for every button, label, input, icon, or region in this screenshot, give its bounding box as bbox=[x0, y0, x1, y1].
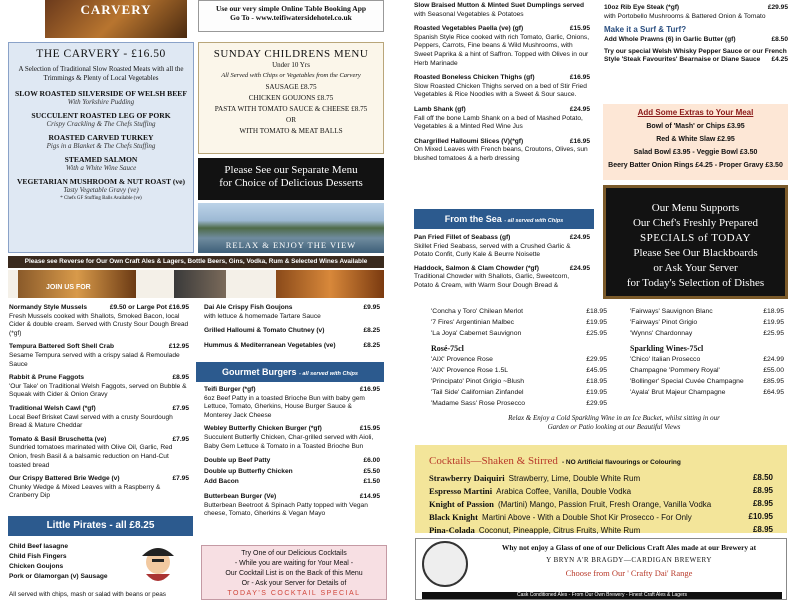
specials-line1: Our Menu Supports bbox=[651, 202, 740, 214]
menu-item-row bbox=[9, 405, 189, 414]
wine-price: £29.95 bbox=[586, 400, 607, 407]
carvery-item-desc: With a White Wine Sauce bbox=[65, 164, 137, 172]
cocktail-desc: (Martini) Mango, Passion Fruit, Fresh Orange, Vanilla Vodka bbox=[497, 500, 712, 509]
reverse-strip: Please see Reverse for Our Own Craft Ales & Lagers, Bottle Beers, Gins, Vodka, Rum & Selected Wines Available bbox=[8, 256, 384, 268]
menu-item-desc: Fall off the bone Lamb Shank on a bed of Mashed Potato, Vegetables & a Minted Red Wine Jus bbox=[414, 114, 583, 131]
wine-price: £18.95 bbox=[763, 308, 784, 315]
specials-line5: or Ask Your Server bbox=[653, 262, 738, 274]
cocktail-price: £8.95 bbox=[752, 499, 773, 508]
white-wine-list bbox=[630, 306, 784, 339]
menu-item-price: £7.95 bbox=[172, 404, 189, 412]
cocktail-row bbox=[429, 511, 773, 524]
desserts-box bbox=[198, 158, 384, 200]
wine-row bbox=[630, 306, 784, 317]
carvery-item-name: SUCCULENT ROASTED LEG OF PORK bbox=[31, 111, 171, 120]
menu-item-row bbox=[204, 386, 380, 395]
menu-item-price: £12.95 bbox=[168, 343, 189, 351]
wine-name: 'Fairways' Sauvignon Blanc bbox=[630, 308, 713, 315]
red-wine-list bbox=[431, 306, 607, 339]
wine-price: £19.95 bbox=[586, 389, 607, 396]
cocktails-panel bbox=[415, 445, 787, 533]
sea-title: From the Sea bbox=[444, 214, 502, 224]
menu-item-price: £8.25 bbox=[363, 341, 380, 349]
childrens-item: WITH TOMATO & MEAT BALLS bbox=[239, 127, 343, 135]
wine-name: 'Tail Side' Californian Zinfandel bbox=[431, 389, 524, 396]
childrens-item: CHICKEN GOUJONS £8.75 bbox=[248, 94, 334, 102]
carvery-items bbox=[15, 89, 187, 194]
menu-item-name: Lamb Shank (gf) bbox=[414, 105, 466, 113]
wine-price: £64.95 bbox=[763, 389, 784, 396]
menu-item-desc: Spanish Style Rice cooked with rich Tomato, Garlic, Onions, Peppers, Carrots, Fine beans & Wild Mushrooms, with Sweet Paprika & a hint of Saffron. Topped with Olives in our Herb Marinade bbox=[414, 33, 590, 67]
wine-row bbox=[630, 354, 784, 365]
light-bites-list bbox=[204, 302, 380, 358]
specials-line2: Our Chef's Freshly Prepared bbox=[632, 217, 759, 229]
childrens-intro: All Served with Chips or Vegetables from the Carvery bbox=[221, 72, 361, 79]
prawns-price: £8.50 bbox=[771, 36, 788, 44]
childrens-items bbox=[205, 83, 377, 135]
menu-item-price: £7.95 bbox=[172, 475, 189, 483]
wine-price: £25.95 bbox=[763, 330, 784, 337]
carvery-photo bbox=[45, 0, 187, 38]
wine-name: 'AIX' Provence Rose bbox=[431, 356, 493, 363]
burger-add-price: £1.50 bbox=[363, 478, 380, 486]
extras-title: Add Some Extras to Your Meal bbox=[637, 108, 754, 117]
menu-item-price: £16.95 bbox=[569, 74, 590, 82]
wine-row bbox=[431, 376, 607, 387]
menu-item-desc: with lettuce & homemade Tartare Sauce bbox=[204, 312, 321, 320]
wine-row bbox=[630, 365, 784, 376]
menu-item-row bbox=[9, 304, 189, 313]
cocktail-special: TODAY'S COCKTAIL SPECIAL bbox=[227, 590, 361, 597]
steak-name: 10oz Rib Eye Steak (*gf) bbox=[604, 4, 680, 11]
wine-row bbox=[431, 328, 607, 339]
cocktail-promo-lines bbox=[202, 549, 386, 589]
menu-item-desc: Sesame Tempura served with a crispy salad & Remoulade Sauce bbox=[9, 351, 180, 368]
burgers-sub: - all served with Chips bbox=[298, 371, 359, 377]
food-photo-1 bbox=[18, 270, 136, 298]
menu-item-name: Chargrilled Halloumi Slices (V)(*gf) bbox=[414, 137, 524, 145]
sparkling-list bbox=[630, 354, 784, 398]
menu-item-desc: Slow Roasted Chicken Thighs served on a bed of Stir Fried Vegetables & Rice Noodles with a Sweet & Sour sauce. bbox=[414, 82, 587, 99]
photo-caption: JOIN US FOR bbox=[46, 284, 91, 291]
wine-row bbox=[431, 387, 607, 398]
menu-item-desc: 6oz Beef Patty in a toasted Brioche Bun with baby gem Lettuce, Tomato, Gherkins, House Burger Sauce & Monterey Jack Cheese bbox=[204, 394, 365, 419]
menu-item-row bbox=[414, 265, 590, 274]
burger-add-row bbox=[204, 457, 380, 466]
booking-line1: Use our very simple Online Table Booking App bbox=[215, 4, 367, 13]
specials-line3: SPECIALS of TODAY bbox=[640, 232, 751, 244]
cocktail-name: Espresso Martini bbox=[429, 486, 493, 496]
cocktail-name: Black Knight bbox=[429, 512, 478, 522]
cocktail-promo-line: Our Cocktail List is on the Back of this Menu bbox=[225, 570, 363, 577]
burgers-title: Gourmet Burgers bbox=[221, 367, 297, 377]
extras-line: Salad Bowl £3.95 - Veggie Bowl £3.50 bbox=[633, 149, 758, 156]
sea-list bbox=[414, 232, 590, 300]
lake-view-image bbox=[198, 203, 384, 253]
wine-name: 'Chico' Italian Prosecco bbox=[630, 356, 701, 363]
cocktail-row bbox=[429, 485, 773, 498]
extras-line: Bowl of 'Mash' or Chips £3.95 bbox=[646, 123, 745, 130]
wine-row bbox=[630, 317, 784, 328]
menu-item-price: £24.95 bbox=[569, 264, 590, 272]
carvery-item-desc: With Yorkshire Pudding bbox=[67, 98, 135, 106]
childrens-sub: Under 10 Yrs bbox=[272, 61, 310, 69]
surf-turf: Make it a Surf & Turf? bbox=[604, 25, 687, 35]
cocktail-row bbox=[429, 472, 773, 485]
menu-item-desc: Local Beef Brisket Cawl served with a crusty Sourdough Bread & Mature Cheddar bbox=[9, 413, 173, 430]
cocktails-note: - NO Artificial flavourings or Colouring bbox=[561, 459, 681, 466]
carvery-title: THE CARVERY - £16.50 bbox=[36, 48, 166, 60]
specials-line6: for Today's Selection of Dishes bbox=[626, 277, 765, 289]
sauce-price: £4.25 bbox=[771, 56, 788, 64]
cocktail-row bbox=[429, 498, 773, 511]
steak-desc: with Portobello Mushrooms & Battered Onion & Tomato bbox=[604, 12, 766, 20]
sauce-text: Try our special Welsh Whisky Pepper Sauce or our French Style 'Steak Favourites' Bearnaise or Diane Sauce bbox=[604, 47, 787, 64]
specials-panel bbox=[603, 185, 788, 299]
cocktails-title: Cocktails—Shaken & Stirred bbox=[429, 455, 558, 467]
wine-row bbox=[630, 328, 784, 339]
menu-item-name: Normandy Style Mussels bbox=[9, 304, 88, 311]
burger-add-name: Add Bacon bbox=[204, 478, 239, 486]
craft-bottom-bar: Cask Conditioned Ales - From Our Own Brewery - Finest Craft Ales & Lagers bbox=[422, 592, 782, 599]
wine-name: 'Bollinger' Special Cuvée Champagne bbox=[630, 378, 744, 385]
menu-item-row bbox=[9, 436, 189, 445]
food-photo-3 bbox=[276, 270, 384, 298]
vegan-burger-name: Butterbean Burger (Ve) bbox=[204, 492, 277, 500]
carvery-item-name: VEGETARIAN MUSHROOM & NUT ROAST (ve) bbox=[16, 177, 186, 186]
relax-line: Relax & Enjoy a Cold Sparkling Wine in an Ice Bucket, whilst sitting in our Garden or Patio looking at our Beautiful Views bbox=[508, 414, 720, 431]
wine-price: £19.95 bbox=[763, 319, 784, 326]
menu-item-name: Pan Fried Fillet of Seabass (gf) bbox=[414, 234, 511, 241]
menu-item-price: £16.95 bbox=[569, 137, 590, 145]
childrens-item: OR bbox=[286, 116, 296, 124]
brewery-logo bbox=[422, 541, 468, 587]
menu-item-row bbox=[204, 342, 380, 351]
childrens-item: PASTA WITH TOMATO SAUCE & CHEESE £8.75 bbox=[214, 105, 368, 113]
cocktail-name: Knight of Passion bbox=[429, 499, 494, 509]
menu-item-desc: Traditional Chowder with Shallots, Garlic, Sweetcorn, Potato & Cream, with Warm Sour Dough Bread & bbox=[414, 273, 570, 289]
menu-item-desc: On Mixed Leaves with French beans, Croutons, Olives, sun blushed tomatoes & a herb dressing bbox=[414, 146, 588, 162]
childrens-title: SUNDAY CHILDRENS MENU bbox=[213, 48, 369, 60]
wine-name: 'Fairways' Pinot Grigio bbox=[630, 319, 698, 326]
carvery-item-desc: Pigs in a Blanket & The Chefs Stuffing bbox=[46, 142, 156, 150]
menu-item-row bbox=[9, 374, 189, 383]
wine-price: £25.95 bbox=[586, 330, 607, 337]
menu-item-name: Tomato & Basil Bruschetta (ve) bbox=[9, 435, 107, 443]
cocktail-promo bbox=[201, 545, 387, 600]
menu-item-row bbox=[204, 425, 380, 434]
burger-add-row bbox=[204, 468, 380, 477]
wine-row bbox=[431, 365, 607, 376]
booking-link[interactable]: Go To - www.teifiwatersidehotel.co.uk bbox=[230, 13, 352, 22]
cocktail-promo-line: Or - Ask your Server for Details of bbox=[241, 580, 347, 587]
menu-item-name: Traditional Welsh Cawl (*gf) bbox=[9, 404, 96, 412]
wine-row bbox=[431, 398, 607, 409]
menu-item-desc: Skillet Fried Seabass, served with a Crushed Garlic & Potato Confit, Curly Kale & Beurre Noisette bbox=[414, 242, 571, 259]
vegan-burger-row bbox=[204, 493, 380, 502]
cocktail-name: Pina-Colada bbox=[429, 525, 475, 535]
menu-item-name: Roasted Vegetables Paella (ve) (gf) bbox=[414, 25, 524, 33]
carvery-item-name: SLOW ROASTED SILVERSIDE OF WELSH BEEF bbox=[15, 89, 187, 98]
cocktail-desc: Coconut, Pineapple, Citrus Fruits, White Rum bbox=[478, 526, 641, 535]
vegan-burger-desc: Butterbean Beetroot & Spinach Patty topped with Vegan cheese, Tomato, Gherkins & Vegan Mayo bbox=[204, 501, 368, 518]
pirates-item: Pork or Glamorgan (v) Sausage bbox=[9, 573, 108, 580]
menu-item-name: Slow Braised Mutton & Minted Suet Dumplings served bbox=[414, 2, 584, 9]
menu-item-row bbox=[9, 343, 189, 352]
booking-box bbox=[198, 0, 384, 32]
vegan-burger-price: £14.95 bbox=[359, 492, 380, 500]
pirates-item: Child Fish Fingers bbox=[9, 553, 67, 560]
sparkling-title: Sparkling Wines-75cl bbox=[630, 344, 704, 353]
menu-item-row bbox=[204, 304, 380, 313]
sea-header bbox=[414, 209, 594, 229]
starters-list bbox=[9, 302, 189, 514]
burgers-list bbox=[204, 384, 380, 540]
extras-lines bbox=[603, 123, 788, 169]
rose-list bbox=[431, 354, 607, 409]
wine-price: £18.95 bbox=[586, 378, 607, 385]
cocktail-name: Strawberry Daiquiri bbox=[429, 473, 505, 483]
menu-item-row bbox=[414, 138, 590, 147]
cocktail-promo-line: - While you are waiting for Your Meal - bbox=[234, 560, 354, 567]
pirates-item: Child Beef lasagne bbox=[9, 543, 68, 550]
menu-item-desc: 'Our Take' on Traditional Welsh Faggots, served on Bubble & Squeak with Cider & Onion Gravy bbox=[9, 382, 187, 399]
menu-item-row bbox=[414, 234, 590, 243]
pirate-icon bbox=[128, 540, 188, 590]
steak-price: £29.95 bbox=[767, 4, 788, 11]
menu-item-row bbox=[414, 2, 590, 11]
wine-price: £18.95 bbox=[586, 308, 607, 315]
food-photo-2 bbox=[174, 270, 226, 298]
wine-price: £29.95 bbox=[586, 356, 607, 363]
burgers-header bbox=[196, 362, 384, 382]
menu-item-desc: with Seasonal Vegetables & Potatoes bbox=[414, 10, 524, 18]
wine-name: 'Concha y Toro' Chilean Merlot bbox=[431, 308, 524, 315]
wine-row bbox=[630, 387, 784, 398]
menu-item-price: £9.50 or Large Pot £16.95 bbox=[109, 304, 189, 311]
childrens-item: SAUSAGE £8.75 bbox=[265, 83, 317, 91]
wine-name: 'AIX' Provence Rose 1.5L bbox=[431, 367, 509, 374]
menu-item-price: £15.95 bbox=[359, 425, 380, 433]
menu-item-name: Dai Ale Crispy Fish Goujons bbox=[204, 304, 293, 311]
wine-name: 'Wynns' Chardonnay bbox=[630, 330, 693, 337]
wine-name: Champagne 'Pommery Royal' bbox=[630, 367, 720, 374]
cocktail-left bbox=[429, 498, 711, 511]
cocktail-items bbox=[429, 472, 773, 537]
menu-item-name: Roasted Boneless Chicken Thighs (gf) bbox=[414, 74, 535, 82]
cocktail-left bbox=[429, 524, 640, 537]
wine-name: 'Principato' Pinot Grigio ~Blush bbox=[431, 378, 525, 385]
menu-item-row bbox=[204, 327, 380, 336]
menu-item-name: Webley Butterfly Chicken Burger (*gf) bbox=[204, 425, 322, 433]
wine-price: £45.95 bbox=[586, 367, 607, 374]
extras-line: Red & White Slaw £2.95 bbox=[656, 136, 735, 143]
prawns-label: Add Whole Prawns (6) in Garlic Butter (gf) bbox=[604, 36, 736, 44]
cocktail-price: £8.95 bbox=[752, 486, 773, 495]
wine-price: £55.00 bbox=[763, 367, 784, 374]
carvery-photo-title: CARVERY bbox=[80, 2, 152, 17]
burger-add-price: £6.00 bbox=[363, 457, 380, 465]
cocktail-desc: Martini Above - With a Double Shot Kir Prosecco - For Only bbox=[481, 513, 692, 522]
menu-item-desc: Sundried tomatoes marinated with Olive Oil, Garlic, Red Onion, fresh Basil & a balsamic reduction on Hand-Cut toasted bread bbox=[9, 444, 173, 469]
menu-item-name: Haddock, Salmon & Clam Chowder (*gf) bbox=[414, 264, 539, 272]
menu-item-row bbox=[9, 475, 189, 484]
carvery-intro: A Selection of Traditional Slow Roasted Meats with all the Trimmings & Plenty of Local Vegetables bbox=[18, 65, 184, 82]
steak-block bbox=[604, 4, 788, 94]
wine-price: £19.95 bbox=[586, 319, 607, 326]
cocktail-desc: Strawberry, Lime, Double White Rum bbox=[508, 474, 641, 483]
desserts-line1: Please See our Separate Menu bbox=[224, 164, 358, 176]
mains-list bbox=[414, 0, 590, 206]
cocktail-price: £10.95 bbox=[748, 512, 773, 521]
menu-item-price: £15.95 bbox=[569, 25, 590, 33]
menu-item-desc: Succulent Butterfly Chicken, Char-grilled served with Aioli, Baby Gem Lettuce & Tomato in a Toasted Brioche Bun bbox=[204, 433, 374, 450]
wine-name: 'Madame Sass' Rose Prosecco bbox=[431, 400, 526, 407]
photo-strip bbox=[8, 270, 384, 298]
burger-add-row bbox=[204, 478, 380, 487]
craft-line3: Choose from Our ' Crafty Dai' Range bbox=[565, 568, 693, 578]
pirates-item: Chicken Goujons bbox=[9, 563, 64, 570]
cocktail-price: £8.50 bbox=[752, 473, 773, 482]
cocktail-price: £8.95 bbox=[752, 525, 773, 534]
carvery-note: * Chefs GF Stuffing Balls Available (ve) bbox=[60, 196, 142, 201]
wine-row bbox=[431, 306, 607, 317]
relax-caption: RELAX & ENJOY THE VIEW bbox=[225, 240, 357, 250]
carvery-item-desc: Crispy Crackling & The Chefs Stuffing bbox=[46, 120, 156, 128]
menu-item-price: £9.95 bbox=[363, 304, 380, 311]
extras-line: Beery Batter Onion Rings £4.25 - Proper Gravy £3.50 bbox=[608, 162, 783, 169]
childrens-panel bbox=[198, 42, 384, 154]
menu-item-name: Hummus & Mediterranean Vegetables (ve) bbox=[204, 341, 336, 349]
carvery-panel bbox=[8, 42, 194, 253]
desserts-line2: for Choice of Delicious Desserts bbox=[219, 177, 363, 189]
carvery-item-name: ROASTED CARVED TURKEY bbox=[48, 133, 154, 142]
menu-item-row bbox=[414, 25, 590, 34]
cocktail-desc: Arabica Coffee, Vanilla, Double Vodka bbox=[496, 487, 632, 496]
wine-name: 'Ayala' Brut Majeur Champagne bbox=[630, 389, 726, 396]
cocktail-left bbox=[429, 472, 640, 485]
sea-sub: - all served with Chips bbox=[504, 218, 564, 224]
craft-line1: Why not enjoy a Glass of one of our Delicious Craft Ales made at our Brewery at bbox=[501, 543, 757, 552]
wine-row bbox=[630, 376, 784, 387]
wine-section bbox=[414, 302, 790, 442]
menu-item-price: £16.95 bbox=[359, 386, 380, 393]
rose-title: Rosé-75cl bbox=[431, 344, 464, 353]
pirates-note: All served with chips, mash or salad with beans or peas bbox=[9, 591, 167, 599]
carvery-item-desc: Tasty Vegetable Gravy (ve) bbox=[63, 186, 139, 194]
burger-add-name: Double up Beef Patty bbox=[204, 457, 271, 465]
wine-name: '7 Fires' Argentinian Malbec bbox=[431, 319, 515, 326]
menu-item-row bbox=[414, 74, 590, 83]
menu-item-desc: Chunky Wedge & Mixed Leaves with a Raspberry & Cranberry Dip bbox=[9, 483, 161, 500]
craft-ales-panel bbox=[415, 538, 787, 600]
burger-add-name: Double up Butterfly Chicken bbox=[204, 467, 293, 475]
menu-item-name: Teifi Burger (*gf) bbox=[204, 386, 256, 393]
menu-item-price: £8.95 bbox=[172, 374, 189, 382]
wine-name: 'La Joya' Cabernet Sauvignon bbox=[431, 330, 522, 337]
menu-item-price: £7.95 bbox=[172, 435, 189, 443]
menu-item-row bbox=[414, 106, 590, 115]
extras-panel bbox=[603, 104, 788, 180]
wine-row bbox=[431, 317, 607, 328]
craft-line2: Y BRYN A'R BRAGDY—CARDIGAN BREWERY bbox=[546, 556, 712, 564]
menu-item-name: Tempura Battered Soft Shell Crab bbox=[9, 343, 115, 351]
cocktail-row bbox=[429, 524, 773, 537]
cocktail-promo-line: Try One of our Delicious Cocktails bbox=[241, 550, 347, 557]
carvery-item-name: STEAMED SALMON bbox=[64, 155, 138, 164]
burger-add-price: £5.50 bbox=[363, 467, 380, 475]
pirates-panel bbox=[8, 538, 193, 600]
menu-item-desc: Fresh Mussels cooked with Shallots, Smoked Bacon, local Cider & double cream. Served with Crusty Sour Dough Bread (*gf) bbox=[9, 312, 189, 337]
wine-price: £24.99 bbox=[763, 356, 784, 363]
menu-item-price: £8.25 bbox=[363, 327, 380, 335]
menu-item-price: £24.95 bbox=[569, 234, 590, 241]
menu-item-name: Grilled Halloumi & Tomato Chutney (v) bbox=[204, 327, 325, 335]
pirates-header: Little Pirates - all £8.25 bbox=[8, 516, 193, 536]
specials-line4: Please See Our Blackboards bbox=[633, 247, 758, 259]
menu-item-name: Rabbit & Prune Faggots bbox=[9, 374, 85, 382]
menu-item-name: Our Crispy Battered Brie Wedge (v) bbox=[9, 475, 120, 483]
wine-row bbox=[431, 354, 607, 365]
cocktail-left bbox=[429, 485, 631, 498]
cocktail-left bbox=[429, 511, 692, 524]
menu-item-price: £24.95 bbox=[569, 105, 590, 113]
wine-price: £85.95 bbox=[763, 378, 784, 385]
